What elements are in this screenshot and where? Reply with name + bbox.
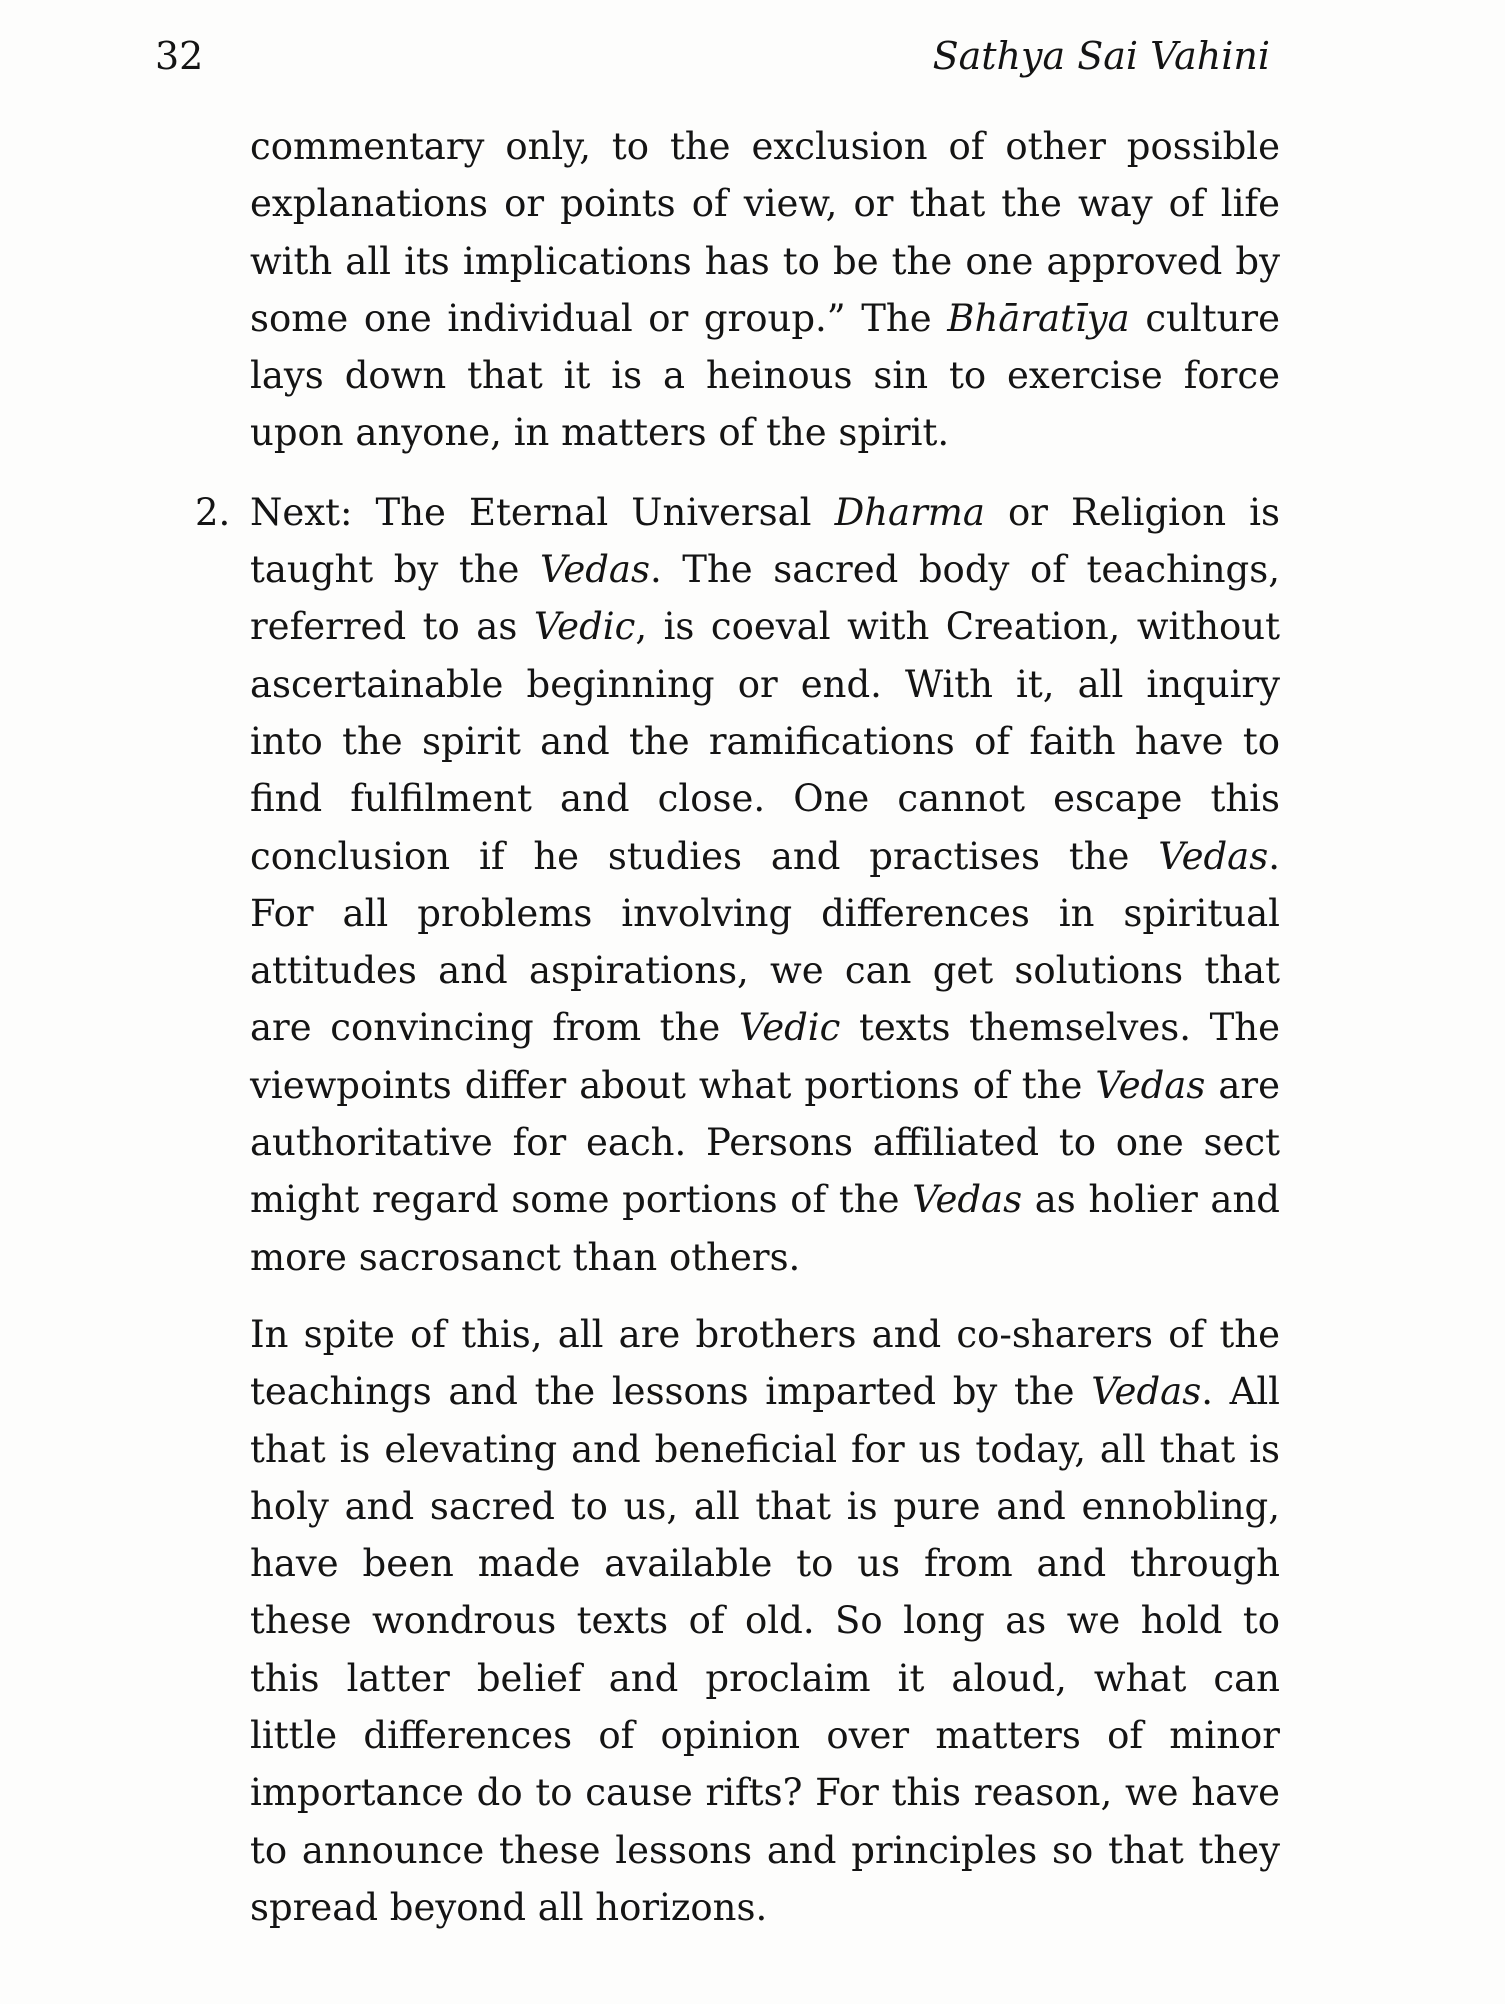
text-line: authoritative for each. Persons affiliated to one sect [250, 1121, 1280, 1165]
text-line: Next: The Eternal Universal Dharma or Religion is [250, 490, 1280, 534]
text-line: find fulfilment and close. One cannot escape this [250, 777, 1280, 821]
text-line: explanations or points of view, or that the way of life [250, 182, 1280, 226]
text-line: holy and sacred to us, all that is pure and ennobling, [250, 1484, 1280, 1528]
numbered-item-2 [195, 484, 1281, 1286]
text-line: upon anyone, in matters of the spirit. [250, 411, 950, 455]
text-line: might regard some portions of the Vedas as holier and [250, 1178, 1280, 1222]
text-line: with all its implications has to be the one approved by [250, 239, 1280, 283]
text-line: taught by the Vedas. The sacred body of teachings, [250, 548, 1280, 592]
text-line: to announce these lessons and principles so that they [250, 1828, 1280, 1872]
text-line: spread beyond all horizons. [250, 1885, 768, 1929]
text-line: little differences of opinion over matters of minor [250, 1714, 1280, 1758]
text-line: ascertainable beginning or end. With it, all inquiry [250, 662, 1280, 706]
text-line: have been made available to us from and through [250, 1542, 1280, 1586]
text-line: these wondrous texts of old. So long as we hold to [250, 1599, 1280, 1643]
running-title: Sathya Sai Vahini [932, 34, 1270, 78]
text-line: into the spirit and the ramifications of faith have to [250, 719, 1280, 763]
text-line: referred to as Vedic, is coeval with Creation, without [250, 605, 1281, 649]
text-line: that is elevating and beneficial for us today, all that is [250, 1427, 1280, 1471]
text-line: are convincing from the Vedic texts themselves. The [250, 1006, 1280, 1050]
text-line: conclusion if he studies and practises the Vedas. [250, 834, 1280, 878]
paragraph [250, 1306, 1280, 1936]
page-header [155, 26, 1270, 86]
text-line: In spite of this, all are brothers and co-sharers of the [250, 1312, 1280, 1356]
text-line: commentary only, to the exclusion of other possible [250, 125, 1280, 168]
text-line: more sacrosanct than others. [250, 1235, 801, 1279]
text-line: this latter belief and proclaim it aloud, what can [250, 1656, 1280, 1700]
item-number: 2. [195, 490, 231, 534]
text-line: teachings and the lessons imparted by the Vedas. All [250, 1370, 1280, 1414]
page-number: 32 [155, 34, 204, 78]
text-line: lays down that it is a heinous sin to exercise force [250, 354, 1280, 398]
body-text [195, 118, 1281, 1936]
text-line: importance do to cause rifts? For this reason, we have [250, 1771, 1280, 1815]
text-line: viewpoints differ about what portions of the Vedas are [250, 1063, 1281, 1107]
text-line: some one individual or group.” The Bhāratīya culture [250, 296, 1280, 340]
text-line: attitudes and aspirations, we can get solutions that [250, 949, 1280, 993]
paragraph-continuation [250, 118, 1280, 462]
text-line: For all problems involving differences in spiritual [250, 891, 1280, 935]
